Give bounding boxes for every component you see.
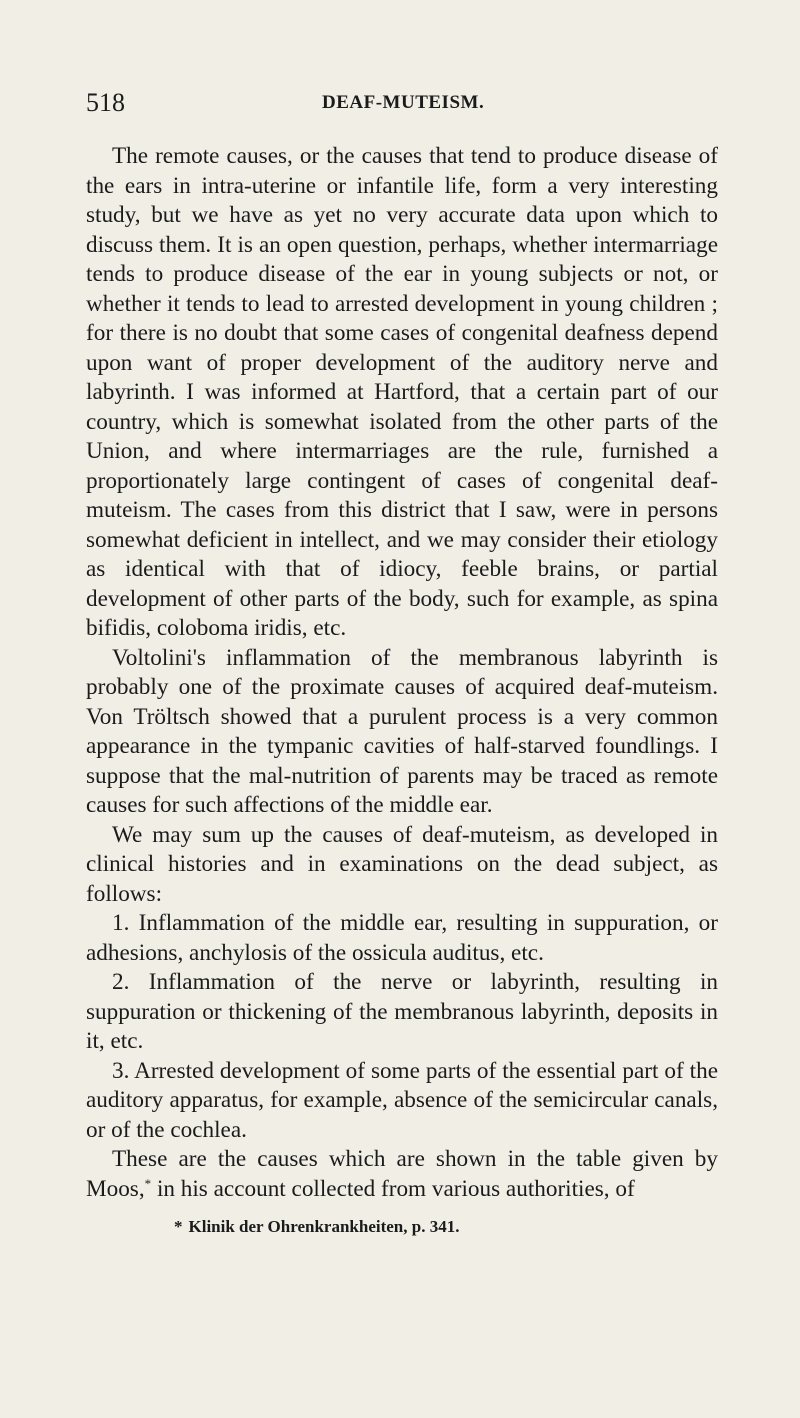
page-number: 518	[86, 88, 125, 117]
footnote	[86, 1216, 718, 1238]
running-title: DEAF-MUTEISM.	[322, 92, 485, 113]
footnote-text: Klinik der Ohrenkrankheiten, p. 341.	[188, 1217, 460, 1236]
paragraph-moos-text-end: in his account collected from various authorities, of	[151, 1175, 635, 1202]
paragraph-moos-text-start: These are the causes which are shown in the table given by Moos,	[86, 1146, 718, 1202]
list-item-middle-ear: 1. Inflammation of the middle ear, resulting in suppuration, or adhesions, anchylosis of the ossicula auditus, etc.	[86, 910, 718, 966]
body-text	[86, 142, 718, 1204]
paragraph-moos-table	[86, 1145, 718, 1204]
list-item-arrested-development: 3. Arrested development of some parts of the essential part of the auditory apparatus, for example, absence of the semicircular canals, or of the cochlea.	[86, 1057, 718, 1143]
page-header	[86, 88, 718, 122]
paragraph-summary-intro: We may sum up the causes of deaf-muteism, as developed in clinical histories and in examinations on the dead subject, as follows:	[86, 821, 718, 907]
list-item-nerve-labyrinth: 2. Inflammation of the nerve or labyrinth, resulting in suppuration or thickening of the membranous labyrinth, deposits in it, etc.	[86, 969, 718, 1054]
book-page	[86, 88, 718, 1238]
footnote-reference-mark: *	[144, 1175, 152, 1191]
paragraph-voltolini: Voltolini's inflammation of the membranous labyrinth is probably one of the proximate causes of acquired deaf-muteism. Von Tröltsch showed that a purulent process is a very common appearance in the tympanic cavities of half-starved foundlings. I suppose that the mal-nutrition of parents may be traced as remote causes for such affections of the middle ear.	[86, 644, 718, 818]
paragraph-remote-causes: The remote causes, or the causes that tend to produce disease of the ears in intra-uterine or infantile life, form a very interesting study, but we have as yet no very accurate data upon which to discuss them. It is an open question, perhaps, whether intermarriage tends to produce disease of the ear in young subjects or not, or whether it tends to lead to arrested development in young children ; for there is no doubt that some cases of congenital deafness depend upon want of proper development of the auditory nerve and labyrinth. I was informed at Hartford, that a certain part of our country, which is somewhat isolated from the other parts of the Union, and where intermarriages are the rule, furnished a proportionately large contingent of cases of congenital deaf-muteism. The cases from this district that I saw, were in persons somewhat deficient in intellect, and we may consider their etiology as identical with that of idiocy, feeble brains, or partial development of other parts of the body, such for example, as spina bifidis, coloboma iridis, etc.	[86, 143, 718, 641]
footnote-mark: *	[174, 1217, 183, 1236]
